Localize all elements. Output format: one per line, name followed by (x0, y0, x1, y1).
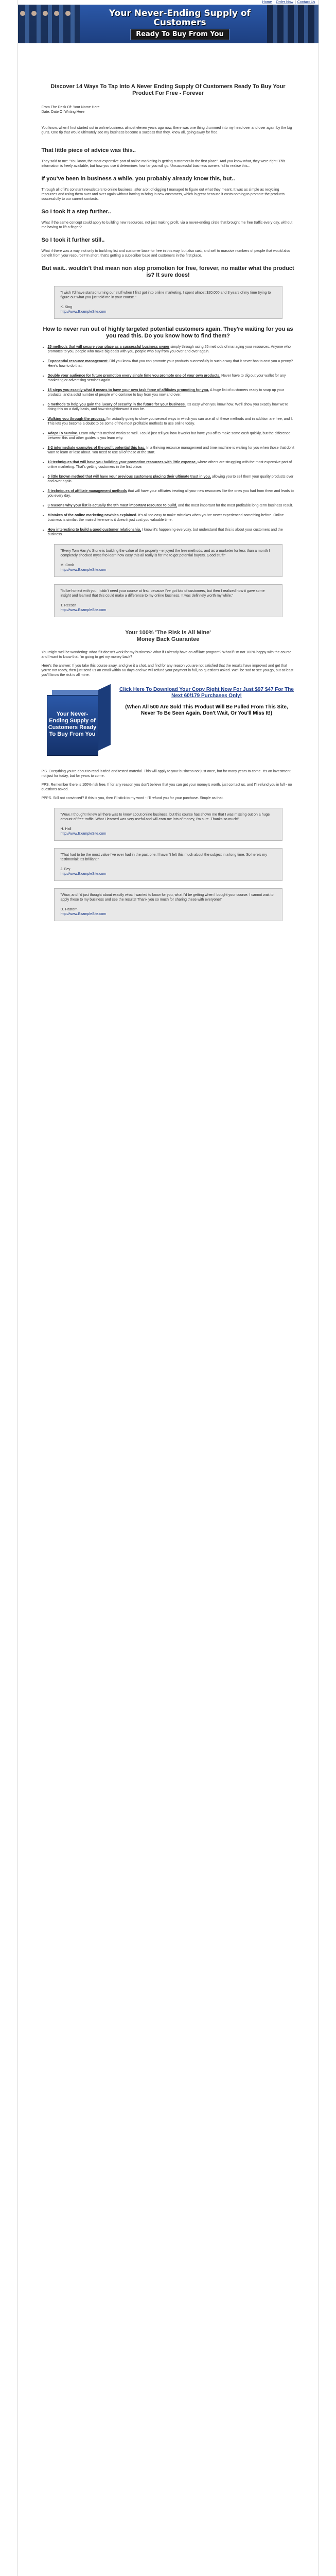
order-block (119, 685, 295, 717)
ps-paragraph: PPS. Remember there is 100% risk free. If for any reason you don't believe that you can get your money's worth, just contact us, and I'll refund you in full - no questions asked. (41, 783, 292, 791)
benefit-item: • 10 techniques that will have you building your promotion resources with little expense, where others are struggling with the most expensive part of online marketing. That's getting customers in the first place. (48, 460, 295, 469)
section-heading: But wait.. wouldn't that mean non stop promotion for free, forever, no matter what the product is? It sure does! (42, 265, 294, 278)
benefit-item: • Mistakes of the online marketing newbies explained. It's all too easy to make mistakes when you've never experienced something before. Online business is similar: the main difference is it doesn't just cost you valuable time. (48, 513, 295, 522)
benefit-item: • Double your audience for future promotion every single time you promote one of your own products. Never have to dig out your wallet for any marketing or advertising services again. (48, 374, 295, 383)
order-note: (When All 500 Are Sold This Product Will Be Pulled From This Site, Never To Be Seen Again. Don't Wait, Or You'll Miss It!) (125, 704, 288, 716)
testimonial-link[interactable]: http://www.ExampleSite.com (60, 310, 107, 314)
people-image (18, 5, 80, 43)
benefit-item: • 25 methods that will secure your place as a successful business owner simply through using 25 methods of managing your resources. Anyone who promotes to you, people who make big deals with you, people who buy from you over and over again. (48, 345, 295, 354)
testimonial-link[interactable]: http://www.ExampleSite.com (60, 568, 107, 572)
testimonial-quote: "Every Tom Harry's Stone is building the value of the property - enjoyed the free methods, and as a marketer for less than a month I completely shocked myself to learn how easy this all really is for me to get potential buyers. Good stuff!" (60, 549, 270, 557)
testimonial-name: M. Cook (60, 564, 74, 567)
benefit-item: • 15 steps you exactly what it means to have your own task force of affiliates promoting for you. A huge list of customers ready to snap up your products, and a solid number of people who continue to buy from you now and over. (48, 388, 295, 397)
testimonial-name: T. Reeser (60, 604, 76, 607)
guarantee-heading (42, 630, 295, 643)
benefit-item: • How interesting to build a good customer relationship. I know it's happening everyday, but understand that this is about your customers and the business. (48, 528, 295, 537)
testimonial-box (54, 888, 282, 921)
banner-subtitle: Ready To Buy From You (130, 29, 229, 40)
guarantee-line: Money Back Guarantee (136, 636, 200, 642)
header-banner (18, 5, 319, 43)
testimonial-box (54, 286, 282, 319)
testimonial-quote: "I wish I'd have started turning our stuff when I first got into online marketing. I spent almost $20,000 and 3 years of my time trying to figure out what you just told me in your course." (60, 291, 271, 299)
main-content (18, 43, 319, 921)
intro-paragraph: You know, when I first started out in online business almost eleven years ago now, there was one thing drummed into my head over and over again by the big guns. One tip that would ultimately see my business become a success that they, knew all, going away for free. (41, 126, 292, 134)
nav-separator: | (295, 1, 296, 4)
benefit-item: • 3 reasons why your list is actually the 5th most important resource to build, and the most important for the most profitable long-term business result. (48, 503, 295, 508)
order-section (42, 685, 295, 762)
top-nav (18, 0, 319, 5)
product-box-title: Your Never-Ending Supply of Customers Ready To Buy From You (47, 695, 98, 756)
section-paragraph: Through all of it's constant newsletters to online business, after a bit of digging I managed to figure out what they meant. It was as simple as recycling resources and using them over and over again without having to bring in new customers, which is great because it costs nothing to promote the products successfully to our current contacts. (41, 188, 285, 201)
testimonial-box (54, 808, 282, 841)
testimonial-link[interactable]: http://www.ExampleSite.com (60, 832, 107, 836)
page-headline: Discover 14 Ways To Tap Into A Never Ending Supply Of Customers Ready To Buy Your Product For Free - Forever (50, 83, 286, 96)
testimonial-quote: "I'd be honest with you, I didn't need your course at first, because I've got lots of customers, but then I realized how it gave some insight and learned that this could make a difference to my online business. It was definitely worth my while." (60, 589, 265, 598)
how-heading: How to never run out of highly targeted potential customers again. They're waiting for you as you read this. Do you know how to find them? (43, 326, 293, 339)
nav-home-link[interactable]: Home (262, 1, 272, 4)
testimonial-link[interactable]: http://www.ExampleSite.com (60, 872, 107, 876)
ps-paragraph: P.S. Everything you're about to read is tried and tested material. This will apply to your business not just once, but for many years to come. It's an investment not just for today, but for years to come. (41, 770, 291, 778)
benefit-item: • 5 little known method that will have your previous customers placing their ultimate trust in you, allowing you to sell them your quality products over and over again. (48, 474, 295, 484)
banner-title: Your Never-Ending Supply of Customers (109, 8, 251, 28)
testimonial-box (54, 584, 282, 617)
people-image-right (267, 5, 319, 43)
section-paragraph: What if the same concept could apply to building new resources, not just making profit, via a never-ending circle that brought me free traffic every day, without me having to lift a finger? (41, 221, 293, 229)
testimonial-name: K. King (60, 306, 73, 309)
guarantee-line: Your 100% 'The Risk is All Mine' (125, 630, 211, 636)
testimonial-box (54, 544, 282, 577)
order-link[interactable]: Click Here To Download Your Copy Right Now For Just $97 $47 For The Next 60/179 Purchases Only! (119, 687, 294, 699)
benefit-item: • Adapt To Survive. Learn why this method works so well. I could just tell you how it works but have you off to make some cash quickly, but the difference between this and other guides is you learn why. (48, 431, 295, 440)
testimonial-name: D. Pastorn (60, 908, 78, 911)
benefit-item: • Exponential resource management. Did you know that you can promote your products successfully in such a way that it never has to cost you a penny? Here's how to do that. (48, 359, 295, 368)
section-heading: If you've been in business a while, you probably already know this, but.. (41, 176, 235, 182)
testimonial-name: H. Hall (60, 827, 72, 831)
section-paragraph: They said to me: "You know, the most expensive part of online marketing is getting customers in the first place". And you know what, they were right! This information is freely available, but how you use it determines how far you will go. Unsuccessful business owners fail to realise this... (41, 160, 286, 168)
benefit-item: • 5 methods to help you gain the luxury of security in the future for your business. It's easy when you know how. We'll show you exactly how we're doing this on a daily basis, and how straightforward it can be. (48, 402, 295, 412)
ps-paragraph: PPPS. Still not convinced? If this is you, then I'll stick to my word - I'll refund you for your purchase. Simple as that. (41, 796, 224, 800)
benefit-list (42, 345, 295, 537)
nav-contact-link[interactable]: Contact Us (297, 1, 315, 4)
guarantee-paragraph: Here's the answer: If you take this course away, and give it a shot, and find for any reason you are not satisfied that the results have improved and get that you're not ready, then just send us an email within 60 days and we will refund your payment in full, no questions asked. We'll be sad to see you go, but at least you'll know the risk is all mine. (41, 664, 294, 677)
product-box-image (42, 685, 119, 762)
benefit-item: • 3-2 intermediate examples of the profit potential this has. In a thriving resource management and time machine is waiting for you when those that don't want to learn or lose about. You need to use all of these at the start. (48, 446, 295, 455)
banner-title-block (95, 9, 265, 40)
testimonial-link[interactable]: http://www.ExampleSite.com (60, 912, 107, 916)
from-line: From The Desk Of: Your Name Here (41, 106, 100, 109)
testimonial-box (54, 848, 282, 881)
section-heading: So I took it further still.. (41, 237, 105, 243)
from-block (42, 105, 295, 114)
section-heading: That little piece of advice was this.. (41, 147, 136, 154)
testimonial-link[interactable]: http://www.ExampleSite.com (60, 608, 107, 612)
testimonial-name: J. Fey (60, 868, 70, 871)
page (17, 0, 319, 2576)
section-paragraph: What if there was a way, not only to build my list and customer base for free in this way, but also cast, and sell to massive numbers of people that would also benefit from your resource? In short, that's getting a subscriber base and customers in the first place. (41, 249, 290, 258)
section-heading: So I took it a step further.. (41, 209, 111, 215)
nav-order-link[interactable]: Order Now (276, 1, 294, 4)
nav-separator: | (273, 1, 275, 4)
guarantee-paragraph: You might well be wondering: what if it doesn't work for my business? What if I already have an affiliate program? What if I'm not 100% happy with the course and I want to know that I'm going to get my money back? (41, 651, 292, 659)
testimonial-quote: "That had to be the most value I've ever had in the past one. I haven't felt this much about the subject in a long time. So here's my testimonial: It's brilliant!" (60, 853, 267, 861)
date-line: Date: Date Of Writing Here (41, 110, 85, 114)
benefit-item: • Walking you through the process. I'm actually going to show you several ways in which you can use all of these methods and in addition are free, and I. This lets you become a doubt to be some of the most profitable methods to use online today. (48, 417, 295, 426)
testimonial-quote: "Wow, and I'd just thought about exactly what I wanted to know for you, what I'd be getting when I bought your course. I cannot wait to apply these to my business and see the results! Thank you so much for sharing these with everyone!" (60, 893, 274, 902)
testimonial-quote: "Wow, I thought I knew all there was to know about online business, but this course has shown me that I was missing out on a huge amount of free traffic. What I learned was very useful and will earn me lots of money, I'm sure. Thanks so much!" (60, 813, 270, 821)
benefit-item: • 3 techniques of affiliate management methods that will have your affiliates treating all your new resources like the ones you had from them and leads to you every day. (48, 489, 295, 498)
